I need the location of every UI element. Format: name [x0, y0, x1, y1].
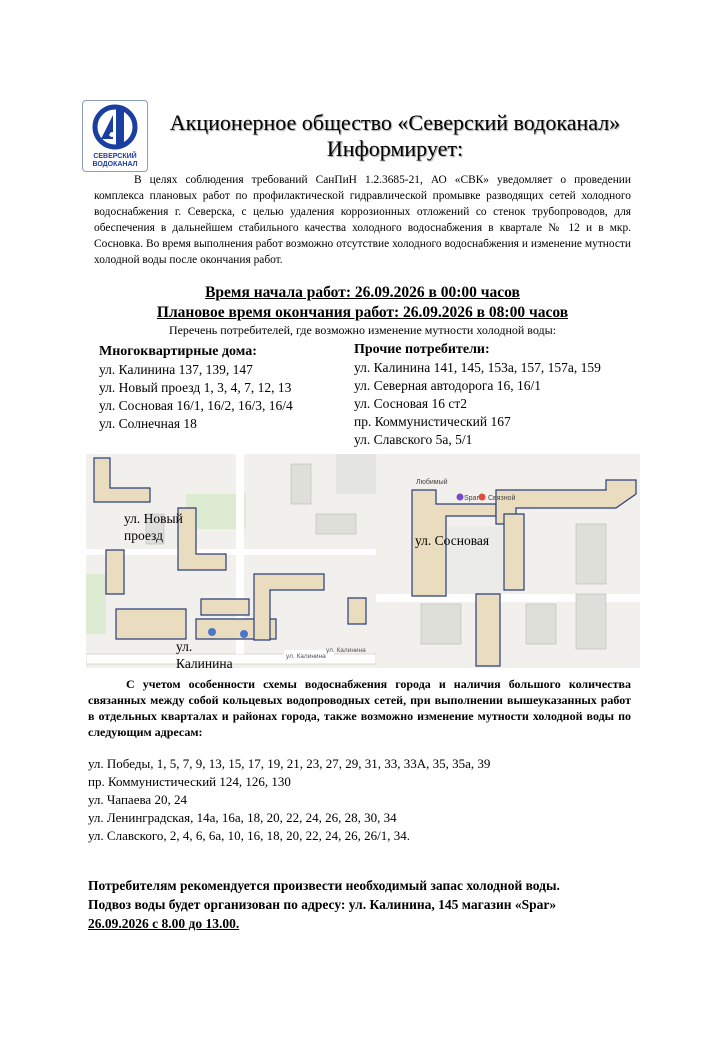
list-item: ул. Солнечная 18	[99, 416, 197, 431]
apartments-heading: Многоквартирные дома:	[99, 344, 257, 359]
recommendation	[88, 876, 648, 933]
list-item: ул. Ленинградская, 14а, 16а, 18, 20, 22, 24, 26, 28, 30, 34	[88, 810, 397, 825]
list-item: ул. Славского, 2, 4, 6, 6а, 10, 16, 18, 20, 22, 24, 26, 26/1, 34.	[88, 828, 410, 843]
other-consumers-heading: Прочие потребители:	[354, 342, 490, 357]
list-item: ул. Северная автодорога 16, 16/1	[354, 378, 542, 393]
map-poi-label: Связной	[488, 495, 516, 502]
affected-addresses	[88, 755, 648, 845]
list-item: ул. Новый проезд 1, 3, 4, 7, 12, 13	[99, 380, 292, 395]
map-right	[376, 454, 640, 668]
end-time: Плановое время окончания работ: 26.09.2026 в 08:00 часов	[156, 304, 569, 321]
title-line1: Акционерное общество «Северский водоканал»	[169, 110, 621, 135]
list-item: ул. Славского 5а, 5/1	[354, 432, 473, 447]
map-pin-icon	[208, 628, 216, 636]
apartments-list	[99, 343, 349, 433]
map-label-proezd	[124, 510, 183, 544]
map-left-street-tag-2: ул. Калинина	[326, 647, 366, 654]
network-notice: С учетом особенности схемы водоснабжения города и наличия большого количества связанных между собой кольцевых водопроводных сетей, при выполнении вышеуказанных работ в отдельных кварталах и районах города, также возможно изменение мутности холодной воды по следующим адресам:	[88, 677, 631, 739]
list-item: ул. Чапаева 20, 24	[88, 792, 187, 807]
list-item: ул. Калинина 137, 139, 147	[99, 362, 253, 377]
map-left	[86, 454, 376, 668]
map-label-proezd-line1: ул. Новый	[124, 511, 183, 526]
map-label-kalinina-line1: ул.	[176, 639, 193, 654]
map-label-proezd-line2: проезд	[124, 528, 164, 543]
map-pin-icon	[457, 494, 464, 501]
list-item: пр. Коммунистический 167	[354, 414, 511, 429]
list-item: ул. Сосновая 16/1, 16/2, 16/3, 16/4	[99, 398, 293, 413]
logo-text-line2: ВОДОКАНАЛ	[92, 161, 138, 168]
page-title	[150, 110, 640, 162]
consumers-intro: Перечень потребителей, где возможно изменение мутности холодной воды:	[168, 323, 557, 337]
map-left-street-tag: ул. Калинина	[286, 653, 326, 660]
map-label-kalinina	[176, 638, 233, 668]
start-time: Время начала работ: 26.09.2026 в 00:00 часов	[205, 284, 520, 301]
map-label-sosnovaya: ул. Сосновая	[415, 533, 490, 548]
list-item: ул. Калинина 141, 145, 153а, 157, 157а, 159	[354, 360, 601, 375]
map-label-kalinina-line2: Калинина	[176, 656, 233, 668]
company-logo	[82, 100, 148, 172]
map-poi-label: Spar	[464, 495, 479, 502]
logo-emblem-icon	[83, 101, 147, 153]
map-pin-icon	[479, 494, 486, 501]
other-consumers-list	[354, 341, 654, 449]
list-item: ул. Сосновая 16 ст2	[354, 396, 467, 411]
map-poi-label: Любимый	[416, 479, 448, 486]
recommendation-line2: Подвоз воды будет организован по адресу: ул. Калинина, 145 магазин «Spar»	[88, 897, 557, 912]
list-item: пр. Коммунистический 124, 126, 130	[88, 774, 291, 789]
logo-text-line1: СЕВЕРСКИЙ	[93, 153, 137, 160]
recommendation-line1: Потребителям рекомендуется произвести необходимый запас холодной воды.	[88, 878, 560, 893]
intro-paragraph: В целях соблюдения требований СанПиН 1.2.3685-21, АО «СВК» уведомляет о проведении комплекса плановых работ по профилактической гидравлической промывке разводящих сетей холодного водоснабжения г. Северска, с целью удаления коррозионных отложений со стенок трубопроводов, для обеспечения в дальнейшем стабильного качества холодного водоснабжения в квартале № 12 и в мкр. Сосновка. Во время выполнения работ возможно отсутствие холодного водоснабжения и изменение мутности холодной воды после окончания работ.	[94, 174, 631, 266]
title-line2: Информирует:	[326, 136, 464, 161]
map-left-drawing	[86, 454, 376, 668]
list-item: ул. Победы, 1, 5, 7, 9, 13, 15, 17, 19, 21, 23, 27, 29, 31, 33, 33А, 35, 35а, 39	[88, 756, 491, 771]
map-right-drawing	[376, 454, 640, 668]
map-pin-icon	[240, 630, 248, 638]
recommendation-line3: 26.09.2026 с 8.00 до 13.00.	[88, 916, 240, 931]
